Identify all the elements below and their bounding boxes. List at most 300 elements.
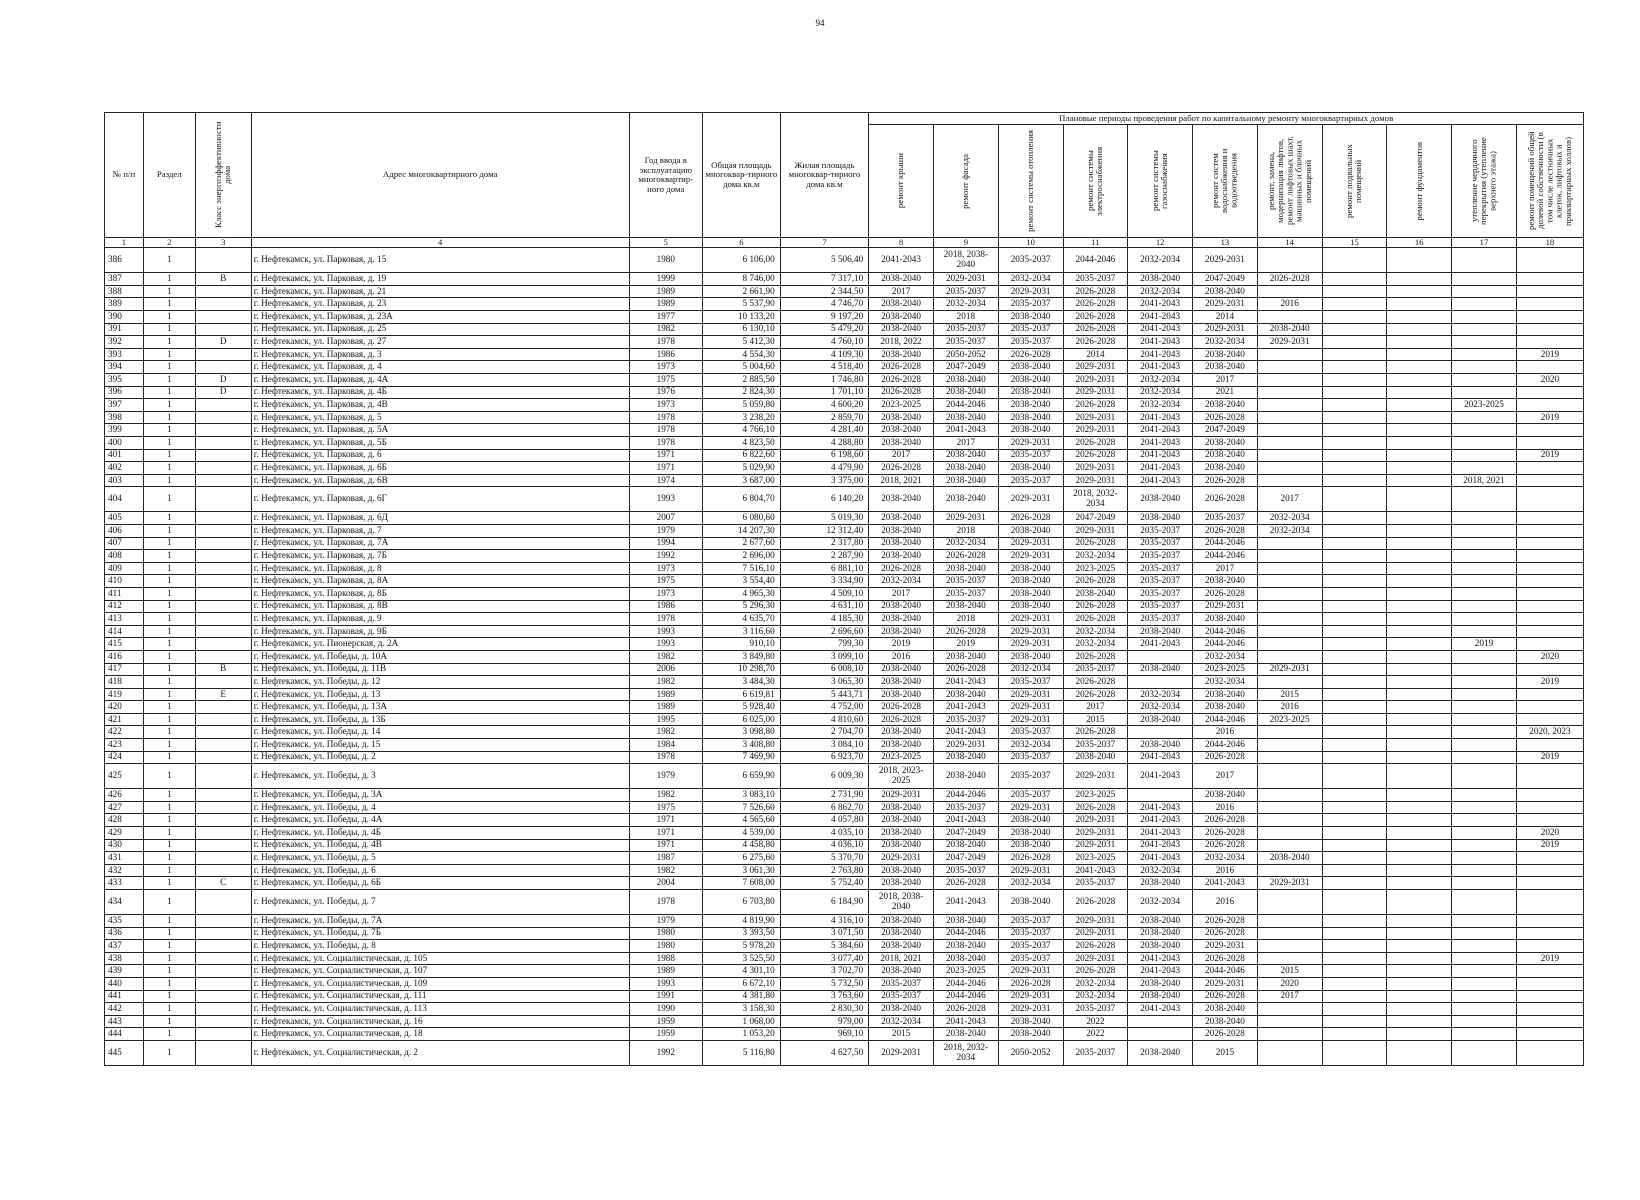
table-cell: 2026-2028 (1063, 613, 1128, 626)
table-cell: 2035-2037 (1128, 537, 1193, 550)
table-cell: 2029-2031 (998, 437, 1063, 450)
table-cell (195, 587, 251, 600)
table-cell: 2038-2040 (1128, 512, 1193, 525)
table-cell (1257, 801, 1322, 814)
table-cell: 411 (105, 587, 144, 600)
header-cell (933, 125, 998, 238)
table-cell: 6 862,70 (780, 801, 869, 814)
table-row (105, 726, 1584, 739)
header-cell: Год ввода в эксплуатацию многоквартир-ного дома (629, 113, 702, 238)
table-cell (195, 1028, 251, 1041)
table-cell: 400 (105, 437, 144, 450)
table-cell: 2016 (1193, 864, 1258, 877)
table-cell (195, 638, 251, 651)
table-cell: 440 (105, 977, 144, 990)
table-row (105, 663, 1584, 676)
table-cell: 2018 (933, 311, 998, 324)
table-cell (1452, 600, 1517, 613)
table-cell (1322, 739, 1387, 752)
table-cell: 2007 (629, 512, 702, 525)
table-cell: 2023-2025 (1063, 852, 1128, 865)
table-cell (1257, 764, 1322, 789)
table-cell: 408 (105, 550, 144, 563)
table-cell (1322, 751, 1387, 764)
table-cell (1516, 336, 1583, 349)
table-cell: 2038-2040 (869, 864, 934, 877)
table-cell: 2038-2040 (1128, 625, 1193, 638)
table-cell (1516, 713, 1583, 726)
table-cell (1322, 550, 1387, 563)
table-cell: 2016 (1193, 801, 1258, 814)
table-cell: 2026-2028 (1193, 1028, 1258, 1041)
table-cell (1257, 915, 1322, 928)
address-cell: г. Нефтекамск, ул. Социалистическая, д. 18 (251, 1028, 629, 1041)
table-cell: 6 198,60 (780, 449, 869, 462)
table-cell: 1999 (629, 273, 702, 286)
table-cell (195, 298, 251, 311)
header-label-vertical: ремонт подвальных помещений (1344, 144, 1364, 218)
table-cell: 405 (105, 512, 144, 525)
table-cell: 2038-2040 (998, 1015, 1063, 1028)
table-cell (1516, 524, 1583, 537)
table-cell: 2035-2037 (998, 751, 1063, 764)
table-cell: 2041-2043 (869, 248, 934, 273)
table-row (105, 562, 1584, 575)
table-cell: 3 554,40 (702, 575, 780, 588)
table-cell: 1 (143, 927, 195, 940)
table-cell (1452, 713, 1517, 726)
table-cell: 2 696,60 (780, 625, 869, 638)
table-cell: 2 731,90 (780, 789, 869, 802)
table-cell: 2029-2031 (1063, 952, 1128, 965)
table-cell: 398 (105, 411, 144, 424)
table-cell: 2016 (1193, 890, 1258, 915)
table-cell: 2038-2040 (1193, 701, 1258, 714)
table-cell: 5 116,80 (702, 1040, 780, 1065)
table-cell: 2032-2034 (1128, 285, 1193, 298)
table-cell: 6 703,80 (702, 890, 780, 915)
table-cell: 2032-2034 (1257, 524, 1322, 537)
table-cell: 2032-2034 (998, 877, 1063, 890)
table-cell (1387, 361, 1452, 374)
table-cell (1257, 600, 1322, 613)
table-cell: 1989 (629, 285, 702, 298)
table-cell (1387, 625, 1452, 638)
table-cell (1516, 575, 1583, 588)
table-row (105, 650, 1584, 663)
table-cell: 2038-2040 (869, 524, 934, 537)
table-cell: 4 316,10 (780, 915, 869, 928)
table-cell (1516, 285, 1583, 298)
table-cell (1387, 827, 1452, 840)
table-cell: 2 830,30 (780, 1003, 869, 1016)
table-cell (195, 713, 251, 726)
table-cell: 2038-2040 (1128, 877, 1193, 890)
table-cell: 387 (105, 273, 144, 286)
table-cell (1128, 676, 1193, 689)
table-cell: 2038-2040 (869, 688, 934, 701)
table-cell (1387, 663, 1452, 676)
table-cell: 2038-2040 (869, 827, 934, 840)
table-cell: 2019 (1516, 411, 1583, 424)
column-number-cell: 16 (1387, 238, 1452, 248)
table-cell: 3 238,20 (702, 411, 780, 424)
column-number-cell: 9 (933, 238, 998, 248)
table-row (105, 751, 1584, 764)
table-cell (1516, 965, 1583, 978)
table-cell: 1973 (629, 361, 702, 374)
table-cell (1516, 487, 1583, 512)
table-cell (1516, 663, 1583, 676)
table-cell: 2035-2037 (933, 801, 998, 814)
table-cell: 3 375,00 (780, 474, 869, 487)
table-cell: 2038-2040 (933, 487, 998, 512)
table-cell: 2044-2046 (1193, 739, 1258, 752)
table-cell (1322, 827, 1387, 840)
table-row (105, 864, 1584, 877)
table-cell: 403 (105, 474, 144, 487)
table-cell: 4 810,60 (780, 713, 869, 726)
table-cell: 2035-2037 (1063, 739, 1128, 752)
table-cell (1322, 927, 1387, 940)
table-cell: 2019 (1516, 676, 1583, 689)
table-cell (1322, 1040, 1387, 1065)
table-cell: 2047-2049 (1063, 512, 1128, 525)
table-cell: 2032-2034 (1128, 374, 1193, 387)
table-cell (1452, 764, 1517, 789)
table-cell: 2026-2028 (1193, 990, 1258, 1003)
header-cell (998, 125, 1063, 238)
table-cell (1257, 437, 1322, 450)
table-cell (1387, 915, 1452, 928)
table-cell: 2041-2043 (1128, 437, 1193, 450)
table-cell: 414 (105, 625, 144, 638)
table-row (105, 524, 1584, 537)
table-cell: 3 061,30 (702, 864, 780, 877)
table-cell: 2029-2031 (998, 1003, 1063, 1016)
address-cell: г. Нефтекамск, ул. Парковая, д. 21 (251, 285, 629, 298)
table-cell (1387, 487, 1452, 512)
header-label-vertical: ремонт, замена, модернизация лифтов, ремонт лифтовых шахт, машинных и блочных помещений (1265, 136, 1313, 226)
table-cell: 2038-2040 (869, 915, 934, 928)
table-cell: 2029-2031 (998, 285, 1063, 298)
table-cell: 2029-2031 (998, 537, 1063, 550)
table-cell (1257, 285, 1322, 298)
table-cell: 9 197,20 (780, 311, 869, 324)
table-cell: 1 (143, 437, 195, 450)
table-cell (1257, 613, 1322, 626)
table-cell: 2018, 2021 (869, 952, 934, 965)
table-cell: 4 766,10 (702, 424, 780, 437)
table-cell (1257, 864, 1322, 877)
table-cell: 1980 (629, 248, 702, 273)
table-cell (1257, 789, 1322, 802)
table-cell (195, 927, 251, 940)
table-cell: 7 516,10 (702, 562, 780, 575)
table-cell (195, 600, 251, 613)
table-cell (1452, 449, 1517, 462)
table-cell (1387, 864, 1452, 877)
table-cell: 2041-2043 (1063, 864, 1128, 877)
table-cell (1322, 298, 1387, 311)
table-cell: 2038-2040 (998, 424, 1063, 437)
address-cell: г. Нефтекамск, ул. Победы, д. 4Б (251, 827, 629, 840)
table-cell (1322, 386, 1387, 399)
address-cell: г. Нефтекамск, ул. Победы, д. 3 (251, 764, 629, 789)
table-cell: 1993 (629, 977, 702, 990)
table-cell (1387, 688, 1452, 701)
table-cell: 2047-2049 (1193, 273, 1258, 286)
table-row (105, 512, 1584, 525)
table-row (105, 474, 1584, 487)
table-cell: 2041-2043 (1128, 764, 1193, 789)
table-cell: 4 458,80 (702, 839, 780, 852)
table-cell: 2018, 2023-2025 (869, 764, 934, 789)
table-cell: 2019 (1516, 348, 1583, 361)
table-cell: 1986 (629, 600, 702, 613)
table-cell: 2029-2031 (869, 852, 934, 865)
table-cell: 2032-2034 (998, 663, 1063, 676)
table-cell: 2041-2043 (933, 676, 998, 689)
table-cell: 5 296,30 (702, 600, 780, 613)
table-cell: 1973 (629, 587, 702, 600)
table-cell: 2038-2040 (869, 311, 934, 324)
table-cell: 2038-2040 (998, 399, 1063, 412)
table-cell: 425 (105, 764, 144, 789)
table-cell: 2044-2046 (1193, 638, 1258, 651)
table-cell (1322, 701, 1387, 714)
table-cell: 2038-2040 (933, 462, 998, 475)
table-cell: 2016 (869, 650, 934, 663)
table-cell: 424 (105, 751, 144, 764)
table-cell: 2038-2040 (869, 726, 934, 739)
table-cell (1452, 890, 1517, 915)
table-cell: 5 004,60 (702, 361, 780, 374)
header-label-vertical: ремонт системы газоснабжения (1149, 150, 1170, 212)
table-cell: 1991 (629, 990, 702, 1003)
table-cell: 1 (143, 1015, 195, 1028)
table-cell (1387, 285, 1452, 298)
table-cell: 3 084,10 (780, 739, 869, 752)
table-cell (1257, 411, 1322, 424)
table-cell: 2041-2043 (1128, 336, 1193, 349)
table-cell (1387, 839, 1452, 852)
column-number-cell: 13 (1193, 238, 1258, 248)
table-row (105, 1003, 1584, 1016)
table-cell: 2035-2037 (933, 336, 998, 349)
table-cell: 2038-2040 (998, 462, 1063, 475)
table-cell: 2038-2040 (998, 827, 1063, 840)
table-cell: 2032-2034 (1128, 688, 1193, 701)
table-cell: 2044-2046 (1193, 537, 1258, 550)
table-cell: 4 554,30 (702, 348, 780, 361)
table-cell: 1975 (629, 801, 702, 814)
table-cell: 2026-2028 (869, 361, 934, 374)
table-cell: 799,30 (780, 638, 869, 651)
table-cell: 2032-2034 (998, 739, 1063, 752)
table-row (105, 374, 1584, 387)
table-cell (195, 977, 251, 990)
table-cell: 1992 (629, 1040, 702, 1065)
column-number-cell: 4 (251, 238, 629, 248)
table-cell: 2041-2043 (933, 701, 998, 714)
table-cell: 1 (143, 1003, 195, 1016)
table-cell (1452, 524, 1517, 537)
table-cell (1452, 965, 1517, 978)
table-cell: 2038-2040 (933, 1028, 998, 1041)
table-cell: 2038-2040 (869, 613, 934, 626)
column-number-cell: 15 (1322, 238, 1387, 248)
address-cell: г. Нефтекамск, ул. Победы, д. 10А (251, 650, 629, 663)
table-cell: 2017 (1063, 701, 1128, 714)
table-cell: 1 (143, 676, 195, 689)
table-cell (1257, 827, 1322, 840)
table-cell (1452, 1040, 1517, 1065)
table-cell (1387, 424, 1452, 437)
table-cell (1387, 399, 1452, 412)
table-cell: 5 928,40 (702, 701, 780, 714)
table-cell: 427 (105, 801, 144, 814)
table-cell: 2041-2043 (1128, 348, 1193, 361)
table-cell: 2019 (933, 638, 998, 651)
header-cell (1387, 125, 1452, 238)
table-cell: 3 158,30 (702, 1003, 780, 1016)
table-cell: 4 965,30 (702, 587, 780, 600)
table-cell: 1992 (629, 550, 702, 563)
table-cell (1322, 625, 1387, 638)
table-cell: 2026-2028 (1063, 311, 1128, 324)
table-cell: 2038-2040 (933, 751, 998, 764)
table-cell (1387, 550, 1452, 563)
column-number-cell: 18 (1516, 238, 1583, 248)
table-cell: 431 (105, 852, 144, 865)
table-cell (1516, 801, 1583, 814)
table-cell (1322, 411, 1387, 424)
table-cell: 2032-2034 (1063, 638, 1128, 651)
table-cell (1452, 990, 1517, 1003)
table-cell: 2026-2028 (1063, 336, 1128, 349)
table-cell: 4 627,50 (780, 1040, 869, 1065)
table-cell: 2026-2028 (869, 374, 934, 387)
table-cell (1322, 965, 1387, 978)
table-cell: 5 412,30 (702, 336, 780, 349)
table-cell: 2019 (1516, 751, 1583, 764)
table-cell: 6 923,70 (780, 751, 869, 764)
table-cell: 2044-2046 (933, 990, 998, 1003)
table-cell: 2038-2040 (998, 600, 1063, 613)
table-cell (1452, 311, 1517, 324)
table-cell: 1 (143, 537, 195, 550)
table-cell: 2029-2031 (1193, 298, 1258, 311)
table-cell (195, 814, 251, 827)
table-cell: 1978 (629, 437, 702, 450)
table-cell (1387, 474, 1452, 487)
table-cell: 2038-2040 (869, 1003, 934, 1016)
table-row (105, 952, 1584, 965)
table-cell: 2017 (869, 587, 934, 600)
table-cell: 2035-2037 (998, 952, 1063, 965)
table-cell: 3 098,80 (702, 726, 780, 739)
address-cell: г. Нефтекамск, ул. Парковая, д. 8А (251, 575, 629, 588)
table-cell: 1 (143, 965, 195, 978)
table-cell: 429 (105, 827, 144, 840)
table-cell: 2032-2034 (869, 1015, 934, 1028)
table-cell (1452, 864, 1517, 877)
table-cell: 390 (105, 311, 144, 324)
table-cell: 2038-2040 (869, 411, 934, 424)
table-cell (1452, 751, 1517, 764)
table-cell: 2 763,80 (780, 864, 869, 877)
table-cell: 6 140,20 (780, 487, 869, 512)
table-cell: 2041-2043 (1128, 1003, 1193, 1016)
table-cell: 1 (143, 386, 195, 399)
table-row (105, 273, 1584, 286)
table-cell: 407 (105, 537, 144, 550)
table-cell: 1 (143, 361, 195, 374)
table-cell: 2014 (1063, 348, 1128, 361)
table-cell: 1 (143, 512, 195, 525)
table-cell: 2020 (1516, 374, 1583, 387)
address-cell: г. Нефтекамск, ул. Парковая, д. 9 (251, 613, 629, 626)
table-row (105, 801, 1584, 814)
table-cell (1452, 424, 1517, 437)
table-cell (1452, 625, 1517, 638)
table-cell (1322, 348, 1387, 361)
table-row (105, 600, 1584, 613)
table-cell: 2035-2037 (998, 248, 1063, 273)
table-cell: 2032-2034 (1063, 625, 1128, 638)
table-cell: 6 822,60 (702, 449, 780, 462)
table-cell: 437 (105, 940, 144, 953)
table-row (105, 361, 1584, 374)
table-cell: 8 746,00 (702, 273, 780, 286)
table-cell: 4 823,50 (702, 437, 780, 450)
table-cell: 2035-2037 (1128, 550, 1193, 563)
table-cell: 2038-2040 (1128, 713, 1193, 726)
table-cell: 1978 (629, 890, 702, 915)
table-row (105, 688, 1584, 701)
table-cell: 1987 (629, 852, 702, 865)
table-cell: 2038-2040 (1128, 1040, 1193, 1065)
table-cell: 7 526,60 (702, 801, 780, 814)
table-cell: 2029-2031 (998, 487, 1063, 512)
table-cell: 2029-2031 (933, 739, 998, 752)
table-cell: 2032-2034 (869, 575, 934, 588)
table-cell: 1986 (629, 348, 702, 361)
table-cell (195, 487, 251, 512)
table-cell: 409 (105, 562, 144, 575)
table-cell: 2015 (1257, 965, 1322, 978)
table-cell (1322, 512, 1387, 525)
table-cell: 2041-2043 (1128, 827, 1193, 840)
table-cell (195, 323, 251, 336)
table-cell: 2021 (1193, 386, 1258, 399)
table-cell: 2023-2025 (1193, 663, 1258, 676)
table-cell: 2035-2037 (998, 764, 1063, 789)
table-cell: 2038-2040 (933, 562, 998, 575)
table-cell (1516, 852, 1583, 865)
table-cell: 2044-2046 (1193, 625, 1258, 638)
table-cell: 2022 (1063, 1028, 1128, 1041)
table-cell: 1 (143, 713, 195, 726)
table-cell (1257, 374, 1322, 387)
table-cell (1322, 801, 1387, 814)
table-cell: 2038-2040 (1193, 613, 1258, 626)
table-cell: 5 029,90 (702, 462, 780, 475)
table-cell (1322, 852, 1387, 865)
table-cell: 2017 (869, 449, 934, 462)
table-cell (1452, 537, 1517, 550)
